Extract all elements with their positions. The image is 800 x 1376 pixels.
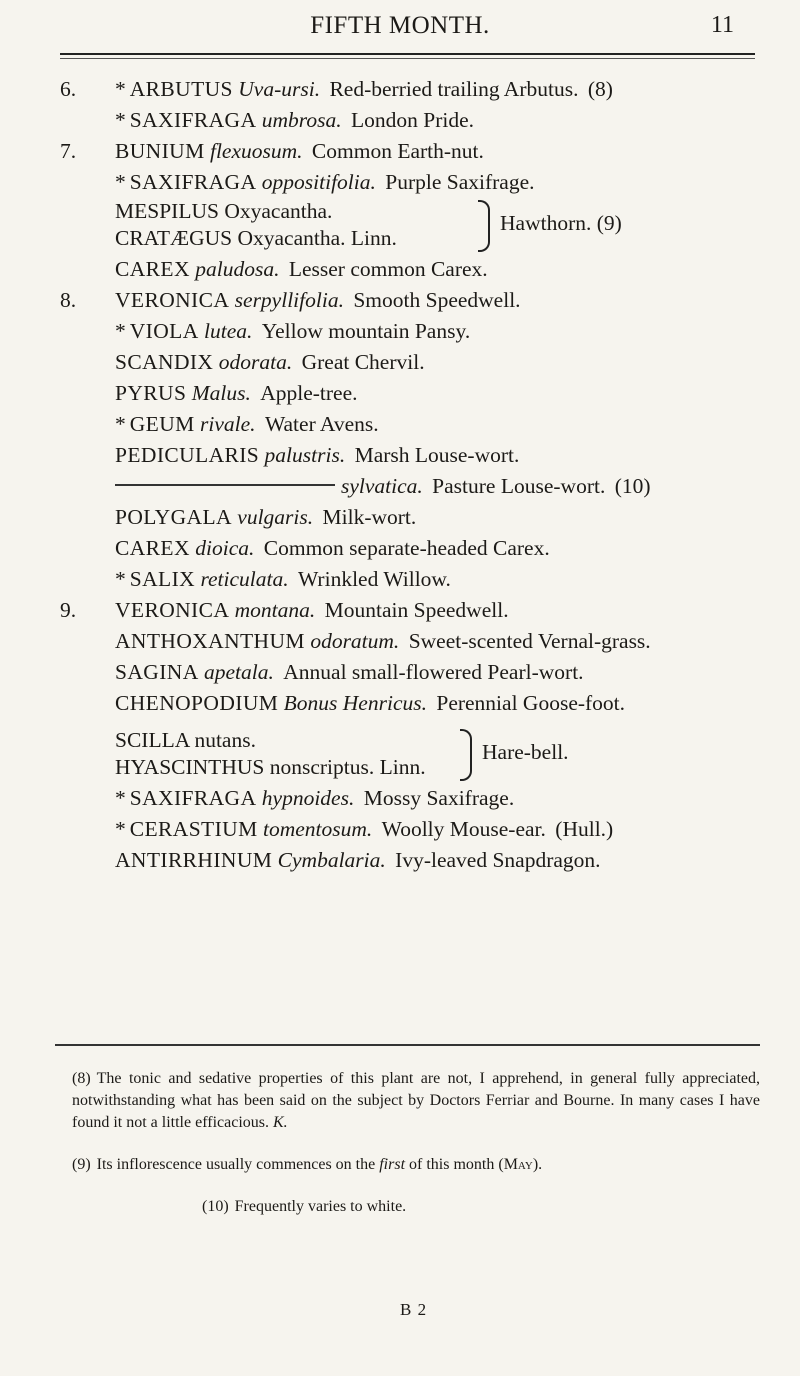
signature-mark: B 2 — [400, 1300, 428, 1319]
brace-line-2 — [115, 754, 760, 781]
curly-brace — [460, 729, 472, 781]
common-name: Water Avens. — [264, 412, 379, 436]
hawthorn-brace-group — [60, 198, 760, 254]
species-name: serpyllifolia. — [234, 288, 344, 312]
genus-name: SAXIFRAGA — [129, 786, 257, 810]
genus-name: CAREX — [115, 257, 190, 281]
common-name: Woolly Mouse-ear. — [381, 817, 546, 841]
footnote-text: The tonic and sedative properties of this plant are not, I apprehend, in general fully appreciated, notwithstanding what has been said on the subject by Doctors Ferriar and Bourne. In many cases I have found it not a little efficacious. — [72, 1070, 760, 1131]
species-name: paludosa. — [195, 257, 280, 281]
footnote-text: of this month ( — [409, 1156, 504, 1173]
footnote-9 — [72, 1154, 760, 1176]
plant-list — [60, 74, 760, 876]
common-name: Apple-tree. — [260, 381, 358, 405]
footnote-month: May — [503, 1156, 533, 1173]
species-name: Oxyacantha. — [237, 226, 346, 250]
day-number: 8. — [60, 288, 77, 312]
plant-entry — [60, 105, 760, 136]
footnote-ref: (8) — [72, 1070, 91, 1087]
ditto-dash — [115, 484, 335, 486]
plant-entry — [60, 564, 760, 595]
star-mark: * — [115, 108, 126, 132]
genus-name: SCANDIX — [115, 350, 214, 374]
genus-name: CAREX — [115, 536, 190, 560]
species-name: Malus. — [191, 381, 251, 405]
genus-name: CHENOPODIUM — [115, 691, 279, 715]
genus-name: POLYGALA — [115, 505, 232, 529]
star-mark: * — [115, 412, 126, 436]
common-name: Perennial Goose-foot. — [436, 691, 626, 715]
species-name: tomentosum. — [262, 817, 373, 841]
genus-name: ANTHOXANTHUM — [115, 629, 305, 653]
plant-entry — [60, 136, 760, 167]
genus-name: CERASTIUM — [129, 817, 258, 841]
common-name: Smooth Speedwell. — [353, 288, 521, 312]
common-name: Yellow mountain Pansy. — [261, 319, 471, 343]
plant-entry — [60, 167, 760, 198]
footnote-signature: K. — [272, 1114, 288, 1131]
author-abbrev: Linn. — [350, 226, 397, 250]
genus-name: SCILLA — [115, 728, 190, 752]
plant-entry — [60, 502, 760, 533]
genus-name: BUNIUM — [115, 139, 205, 163]
star-mark: * — [115, 170, 126, 194]
day-number: 6. — [60, 77, 77, 101]
species-name: odoratum. — [310, 629, 400, 653]
plant-entry — [60, 783, 760, 814]
genus-name: HYASCINTHUS — [115, 755, 265, 779]
species-name: nutans. — [194, 728, 256, 752]
species-name: Bonus Henricus. — [283, 691, 427, 715]
species-name: umbrosa. — [261, 108, 342, 132]
species-name: vulgaris. — [237, 505, 314, 529]
footnote-10 — [72, 1196, 760, 1218]
species-name: sylvatica. — [341, 474, 423, 498]
common-name: Lesser common Carex. — [288, 257, 488, 281]
plant-entry — [60, 595, 760, 626]
running-head: FIFTH MONTH. — [310, 12, 490, 39]
plant-entry — [60, 409, 760, 440]
footnote-8 — [72, 1068, 760, 1134]
plant-entry — [60, 845, 760, 876]
plant-entry — [60, 657, 760, 688]
star-mark: * — [115, 786, 126, 810]
species-name: odorata. — [218, 350, 293, 374]
genus-name: SAGINA — [115, 660, 199, 684]
footnotes — [72, 1068, 760, 1238]
species-name: hypnoides. — [261, 786, 355, 810]
day-number: 7. — [60, 139, 77, 163]
star-mark: * — [115, 567, 126, 591]
plant-entry — [60, 626, 760, 657]
species-name: palustris. — [264, 443, 346, 467]
common-name: Sweet-scented Vernal-grass. — [408, 629, 651, 653]
day-number: 9. — [60, 598, 77, 622]
plant-entry — [60, 74, 760, 105]
common-name: Great Chervil. — [301, 350, 425, 374]
brace-line-2 — [115, 225, 760, 252]
header-rule-thin — [60, 58, 755, 59]
genus-name: VERONICA — [115, 598, 230, 622]
plant-entry — [60, 533, 760, 564]
genus-name: VIOLA — [129, 319, 199, 343]
species-name: oppositifolia. — [261, 170, 376, 194]
footnote-text: Its inflorescence usually commences on the — [96, 1156, 376, 1173]
note-ref: (Hull.) — [555, 817, 614, 841]
brace-common-name: Hawthorn. (9) — [500, 211, 622, 235]
footnote-text: ). — [532, 1156, 543, 1173]
page-number: 11 — [710, 12, 734, 38]
star-mark: * — [115, 77, 126, 101]
plant-entry — [60, 316, 760, 347]
star-mark: * — [115, 817, 126, 841]
common-name: Milk-wort. — [322, 505, 417, 529]
genus-name: ANTIRRHINUM — [115, 848, 273, 872]
brace-common-name: Hare-bell. — [482, 740, 569, 764]
genus-name: CRATÆGUS — [115, 226, 233, 250]
species-name: dioica. — [195, 536, 255, 560]
species-name: rivale. — [200, 412, 256, 436]
brace-line-1 — [115, 198, 760, 225]
author-abbrev: Linn. — [379, 755, 426, 779]
plant-entry — [60, 814, 760, 845]
common-name: Pasture Louse-wort. — [432, 474, 606, 498]
species-name: reticulata. — [200, 567, 289, 591]
genus-name: PYRUS — [115, 381, 187, 405]
genus-name: GEUM — [129, 412, 195, 436]
common-name: Common Earth-nut. — [311, 139, 484, 163]
common-name: Mountain Speedwell. — [324, 598, 509, 622]
plant-entry — [60, 347, 760, 378]
plant-entry — [60, 688, 760, 719]
species-name: lutea. — [204, 319, 253, 343]
star-mark: * — [115, 319, 126, 343]
note-ref: (10) — [614, 474, 651, 498]
genus-name: PEDICULARIS — [115, 443, 260, 467]
common-name: Annual small-flowered Pearl-wort. — [283, 660, 584, 684]
note-ref: (8) — [587, 77, 613, 101]
harebell-brace-group — [60, 727, 760, 783]
genus-name: MESPILUS — [115, 199, 219, 223]
common-name: Mossy Saxifrage. — [363, 786, 515, 810]
genus-name: SALIX — [129, 567, 196, 591]
genus-name: ARBUTUS — [129, 77, 233, 101]
header-rule — [60, 53, 755, 55]
plant-entry — [60, 285, 760, 316]
common-name: London Pride. — [351, 108, 475, 132]
curly-brace — [478, 200, 490, 252]
footnote-ref: (9) — [72, 1156, 91, 1173]
genus-name: VERONICA — [115, 288, 230, 312]
species-name: nonscriptus. — [269, 755, 375, 779]
species-name: Oxyacantha. — [224, 199, 333, 223]
footnote-ref: (10) — [202, 1198, 229, 1215]
brace-line-1 — [115, 727, 760, 754]
plant-entry-ditto — [60, 471, 760, 502]
species-name: montana. — [234, 598, 316, 622]
footnote-emphasis: first — [379, 1156, 406, 1173]
common-name: Red-berried trailing Arbutus. — [329, 77, 579, 101]
common-name: Marsh Louse-wort. — [354, 443, 520, 467]
common-name: Ivy-leaved Snapdragon. — [395, 848, 601, 872]
common-name: Common separate-headed Carex. — [263, 536, 550, 560]
genus-name: SAXIFRAGA — [129, 108, 257, 132]
species-name: apetala. — [204, 660, 274, 684]
plant-entry — [60, 378, 760, 409]
footnote-rule — [55, 1044, 760, 1046]
genus-name: SAXIFRAGA — [129, 170, 257, 194]
page-header — [0, 8, 800, 48]
species-name: flexuosum. — [209, 139, 303, 163]
common-name: Wrinkled Willow. — [298, 567, 451, 591]
plant-entry — [60, 440, 760, 471]
species-name: Uva-ursi. — [238, 77, 321, 101]
common-name: Purple Saxifrage. — [385, 170, 535, 194]
plant-entry — [60, 254, 760, 285]
species-name: Cymbalaria. — [277, 848, 386, 872]
footnote-text: Frequently varies to white. — [234, 1198, 407, 1215]
